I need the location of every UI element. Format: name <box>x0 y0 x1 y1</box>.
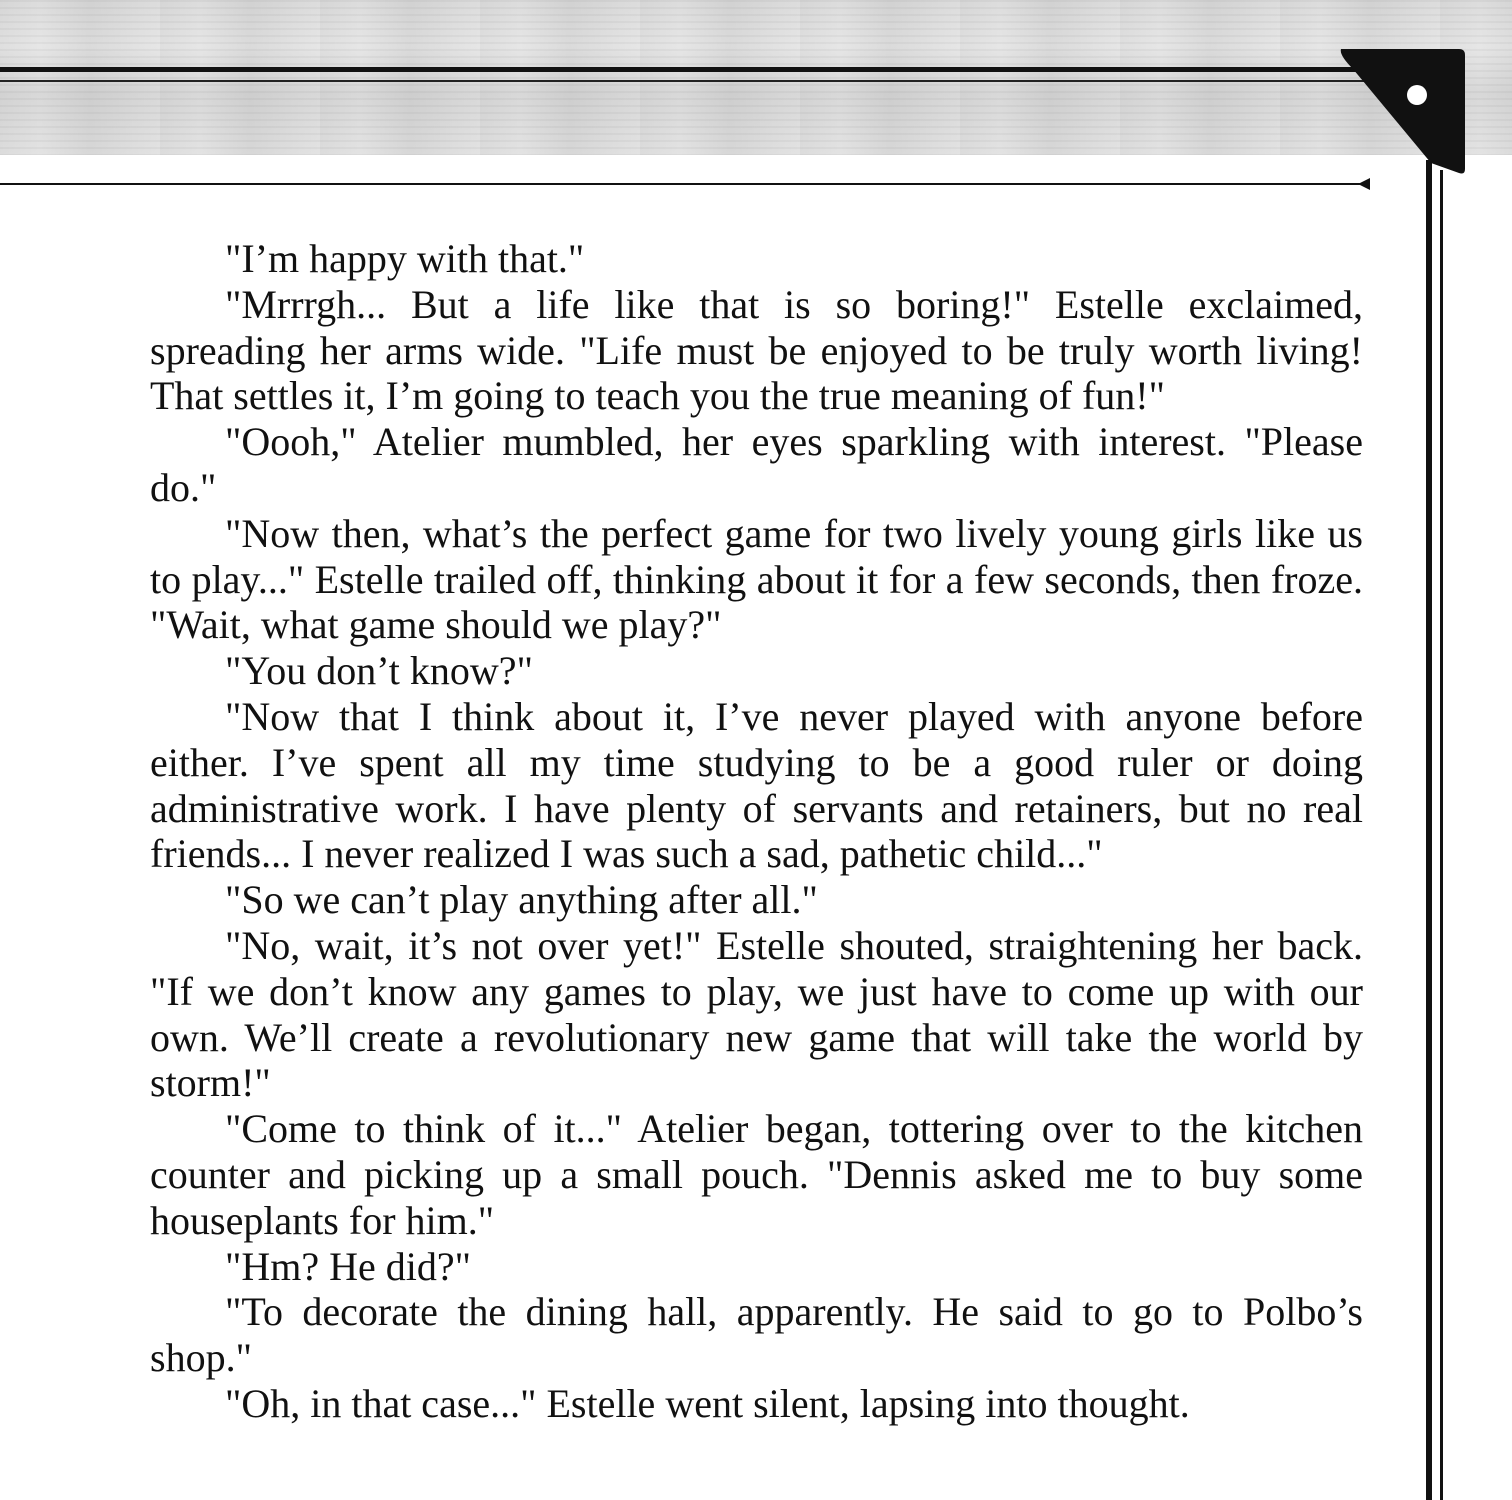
frame-rail-thick <box>0 67 1400 72</box>
paragraph: "You don’t know?" <box>225 648 533 694</box>
page-text <box>150 236 1363 1427</box>
frame-right-border-thick <box>1426 160 1432 1500</box>
frame-rail-thin <box>0 80 1400 82</box>
wood-header-band <box>0 0 1512 155</box>
corner-bracket-icon <box>1335 45 1467 177</box>
paragraph: "Oooh," Atelier mumbled, her eyes sparkling with interest. "Please do." <box>150 419 1363 510</box>
frame-top-border <box>0 183 1364 185</box>
paragraph: "Oh, in that case..." Estelle went silent, lapsing into thought. <box>225 1380 1190 1426</box>
frame-border-arrow-icon <box>1358 178 1370 190</box>
paragraph: "To decorate the dining hall, apparently. He said to go to Polbo’s shop." <box>150 1289 1363 1381</box>
paragraph: "Hm? He did?" <box>225 1243 471 1289</box>
paragraph: "No, wait, it’s not over yet!" Estelle shouted, straightening her back. "If we don’t know any games to play, we just have to come up with our own. We’ll create a revolutionary new game that will take the world by storm!" <box>150 922 1363 1106</box>
paragraph: "Come to think of it..." Atelier began, tottering over to the kitchen counter and picking up a small pouch. "Dennis asked me to buy some houseplants for him." <box>150 1106 1363 1243</box>
paragraph: "Mrrrgh... But a life like that is so boring!" Estelle exclaimed, spreading her arms wide. "Life must be enjoyed to be truly worth living! That settles it, I’m going to teach you the true meaning of fun!" <box>150 281 1363 419</box>
paragraph: "Now that I think about it, I’ve never played with anyone before either. I’ve spent all my time studying to be a good ruler or doing administrative work. I have plenty of servants and retainers, but no real friends... I never realized I was such a sad, pathetic child..." <box>150 693 1363 877</box>
frame-right-border-thin <box>1440 170 1443 1500</box>
paragraph: "I’m happy with that." <box>225 236 585 281</box>
paragraph: "So we can’t play anything after all." <box>225 877 818 923</box>
paragraph: "Now then, what’s the perfect game for two lively young girls like us to play..." Estelle trailed off, thinking about it for a few seconds, then froze. "Wait, what game should we play?" <box>150 510 1363 648</box>
